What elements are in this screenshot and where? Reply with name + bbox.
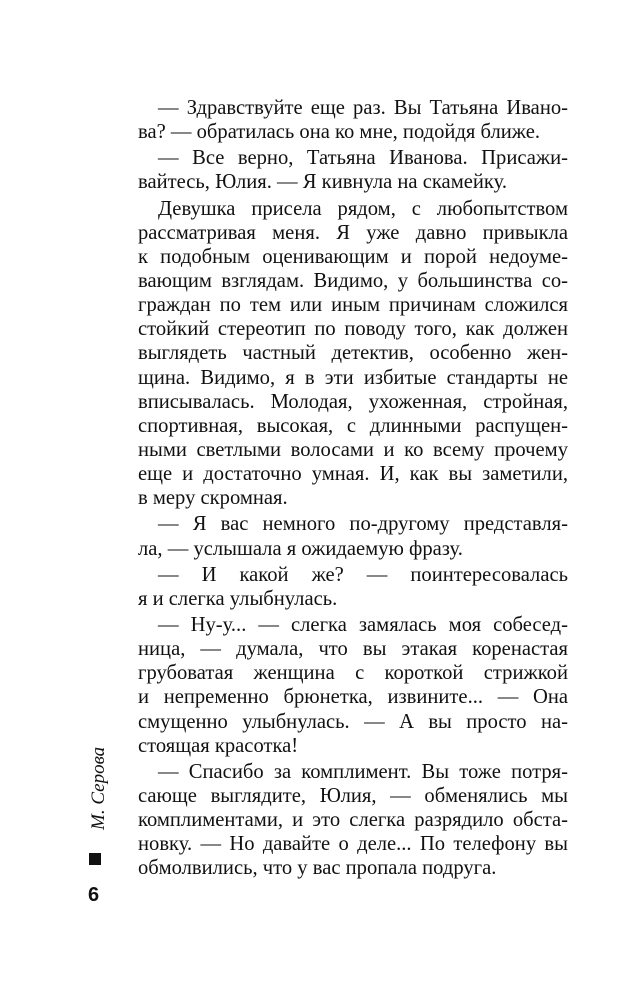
page-text bbox=[138, 96, 568, 881]
text-line: еще и достаточно умная. И, как вы заметили, bbox=[138, 463, 568, 486]
text-line: выглядеть частный детектив, особенно жен- bbox=[138, 342, 568, 365]
text-line: граждан по тем или иным причинам сложился bbox=[138, 294, 568, 317]
text-line: ница, — думала, что вы этакая коренастая bbox=[138, 638, 568, 661]
text-line: стойкий стереотип по поводу того, как должен bbox=[138, 318, 568, 341]
text-line: грубоватая женщина с короткой стрижкой bbox=[138, 662, 568, 685]
text-line: щина. Видимо, я в эти избитые стандарты не bbox=[138, 366, 568, 389]
text-line: комплиментами, и это слегка разрядило обста- bbox=[138, 809, 568, 832]
text-line: обмолвились, что у вас пропала подруга. bbox=[138, 857, 497, 880]
text-line: сающе выглядите, Юлия, — обменялись мы bbox=[138, 784, 568, 807]
text-line: ла, — услышала я ожидаемую фразу. bbox=[138, 537, 463, 560]
text-line: вайтесь, Юлия. — Я кивнула на скамейку. bbox=[138, 171, 507, 194]
text-line: спортивная, высокая, с длинными распущен- bbox=[138, 414, 568, 437]
square-marker-icon bbox=[89, 853, 101, 865]
text-line: Девушка присела рядом, с любопытством bbox=[158, 197, 568, 220]
text-line: смущенно улыбнулась. — А вы просто на- bbox=[138, 710, 568, 733]
running-author: М. Серова bbox=[88, 746, 109, 830]
text-line: к подобным оценивающим и порой недоуме- bbox=[138, 245, 568, 268]
page-number: 6 bbox=[88, 884, 100, 906]
text-line: — Спасибо за комплимент. Вы тоже потря- bbox=[158, 760, 568, 783]
text-line: стоящая красотка! bbox=[138, 734, 299, 757]
text-line: в меру скромная. bbox=[138, 487, 288, 510]
text-line: — И какой же? — поинтересовалась bbox=[158, 563, 568, 586]
text-line: новку. — Но давайте о деле... По телефону вы bbox=[138, 833, 568, 856]
text-line: вающим взглядам. Видимо, у большинства со- bbox=[138, 269, 568, 292]
text-line: рассматривая меня. Я уже давно привыкла bbox=[138, 221, 568, 244]
text-line: — Все верно, Татьяна Иванова. Присажи- bbox=[158, 147, 568, 170]
text-line: — Я вас немного по-другому представля- bbox=[158, 513, 568, 536]
text-line: и непременно брюнетка, извините... — Она bbox=[138, 686, 568, 709]
text-line: вписывалась. Молодая, ухоженная, стройная, bbox=[138, 390, 568, 413]
text-line: — Здравствуйте еще раз. Вы Татьяна Ивано- bbox=[158, 97, 568, 119]
text-line: — Ну-у... — слегка замялась моя собесед- bbox=[158, 613, 568, 636]
text-line: ными светлыми волосами и ко всему прочему bbox=[138, 438, 568, 461]
text-line: ва? — обратилась она ко мне, подойдя ближе. bbox=[138, 121, 541, 144]
text-line: я и слегка улыбнулась. bbox=[138, 587, 338, 610]
